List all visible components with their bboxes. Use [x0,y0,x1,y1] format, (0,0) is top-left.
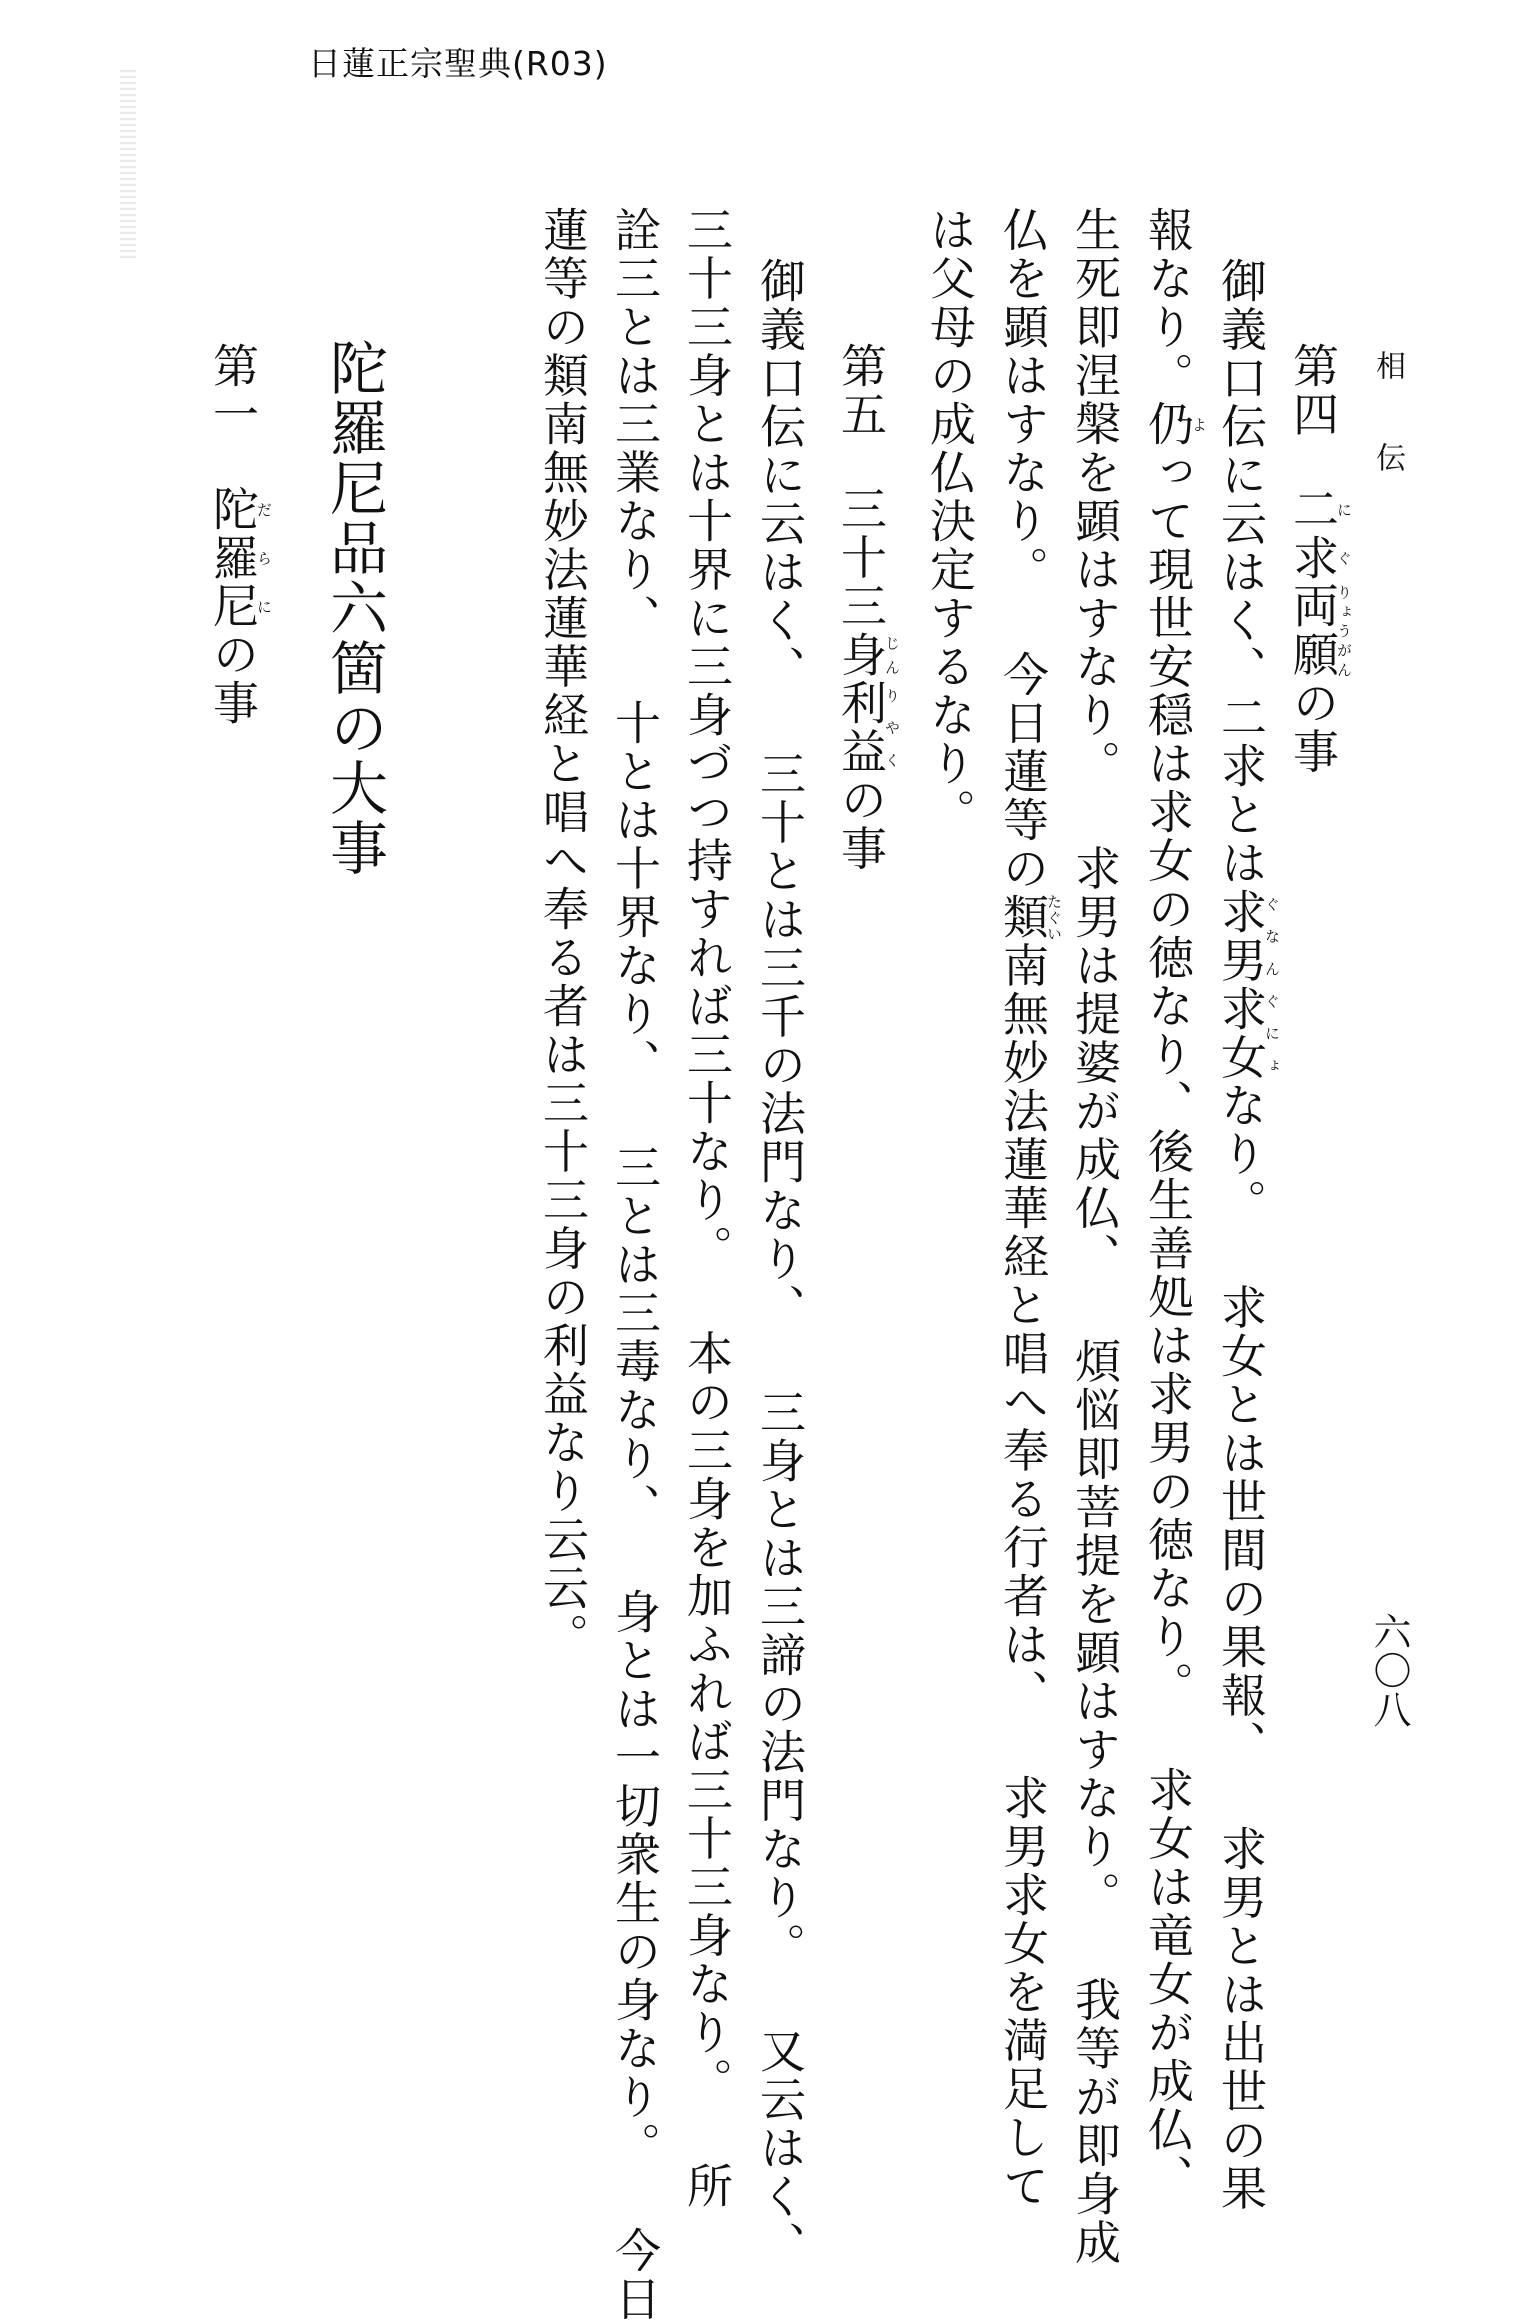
section-heading-1 [206,342,273,728]
ruby-term: 尼に [206,582,273,631]
ruby-term: 二に [1286,485,1353,534]
section-heading-4 [1286,342,1353,776]
chapter-title: 陀羅尼品六箇の大事 [320,338,388,878]
body-line: は父母の成仏決定するなり。 [923,206,977,837]
ruby-term: 両願りょうがん [1286,582,1353,679]
body-line: 御義口伝に云はく、二求とは求男求女ぐなんぐにょなり。 求女とは世間の果報、 求男とは出世の果 [1214,257,1281,2213]
body-line: 詮三とは三業なり、 十とは十界なり、 三とは三毒なり、 身とは一切衆生の身なり。 今日 [608,206,662,2324]
ruby-term: 陀だ [206,485,273,534]
section-heading-5: 第五三十三身じん利益りやくの事 [834,342,901,873]
ruby-term: 羅ら [206,533,273,582]
ruby-term: 類たぐい [996,893,1063,942]
document-title: 日蓮正宗聖典(R03) [308,44,608,83]
body-line: 生死即涅槃を顕はすなり。 求男は提婆が成仏、 煩悩即菩提を顕はすなり。 我等が即身成 [1068,206,1122,2267]
ruby-term: 求ぐ [1286,533,1353,582]
section-heading-prefix: 第五 [834,342,888,439]
section-heading-prefix: 第四 [1286,342,1340,439]
section-heading-tail: の事 [206,630,260,728]
section-heading-tail: の事 [1286,679,1340,776]
ruby-term: 仍よ [1141,400,1208,449]
body-line: 御義口伝に云はく、 三十とは三千の法門なり、 三身とは三諦の法門なり。 又云はく、 [753,257,807,2270]
body-line: 報なり。仍よって現世安穏は求女の徳なり、後生善処は求男の徳なり。 求女は竜女が成仏、 [1141,206,1208,2203]
ruby-term: 身じん [834,630,901,679]
page-number: 六〇八 [1367,1612,1411,1729]
running-head: 相伝 [1370,350,1405,534]
ruby-term: 利益りやく [834,679,901,776]
ruby-term: 求男求女ぐなんぐにょ [1214,887,1281,1082]
section-heading-tail: の事 [834,776,888,873]
scan-artifact [120,70,136,260]
body-line: 蓮等の類南無妙法蓮華経と唱へ奉る者は三十三身の利益なり云云。 [536,206,590,1661]
section-heading-prefix: 第一 [206,342,260,439]
body-line: 仏を顕はすなり。 今日蓮等の類たぐい南無妙法蓮華経と唱へ奉る行者は、 求男求女を満足して [996,206,1063,2211]
body-line: 三十三身とは十界に三身づつ持すれば三十なり。 本の三身を加ふれば三十三身なり。 所 [680,206,734,2211]
